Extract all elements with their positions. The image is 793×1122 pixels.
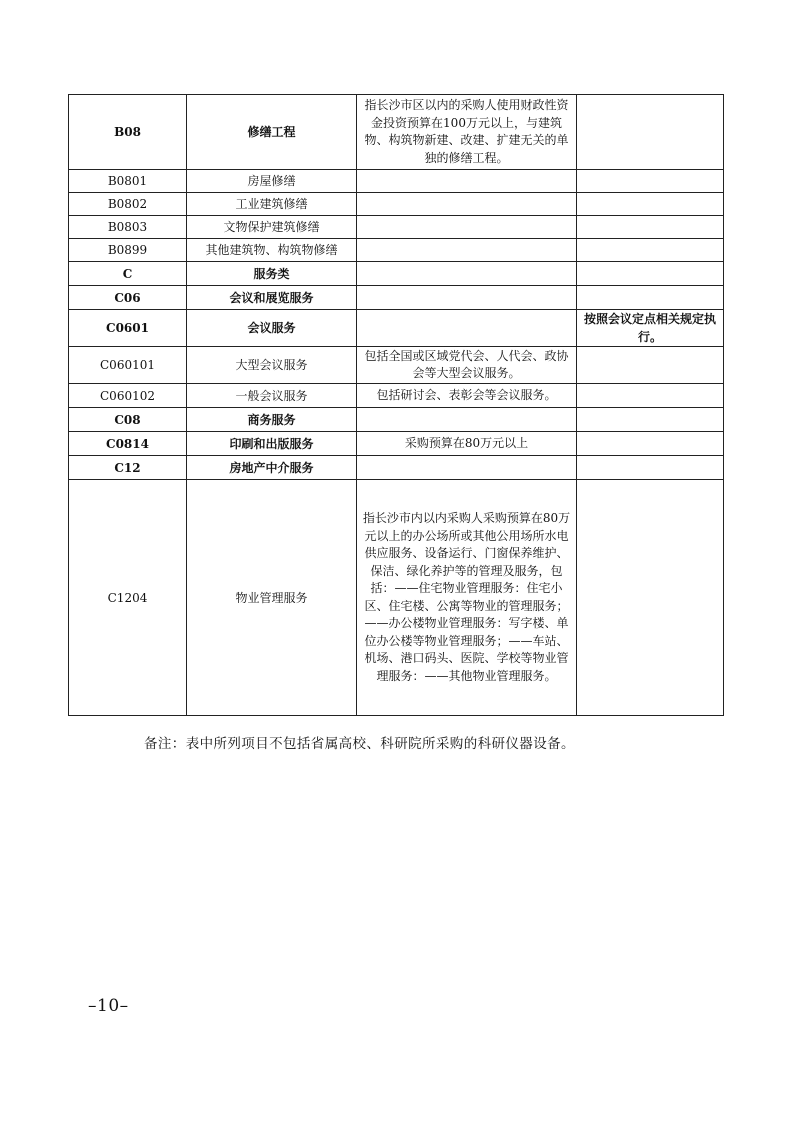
- item-description: [357, 408, 577, 432]
- item-remark: [577, 193, 724, 216]
- item-code: B0899: [69, 239, 187, 262]
- table-row: [69, 408, 724, 432]
- item-name: 印刷和出版服务: [187, 432, 357, 456]
- table-row: [69, 239, 724, 262]
- procurement-catalog-table-wrapper: [68, 94, 723, 716]
- item-description: 指长沙市内以内采购人采购预算在80万元以上的办公场所或其他公用场所水电供应服务、设备运行、门窗保养维护、保洁、绿化养护等的管理及服务，包括：——住宅物业管理服务：住宅小区、住宅楼、公寓等物业的管理服务；——办公楼物业管理服务：写字楼、单位办公楼等物业管理服务；——车站、机场、港口码头、医院、学校等物业管理服务：——其他物业管理服务。: [357, 480, 577, 716]
- item-description: 包括全国或区域党代会、人代会、政协会等大型会议服务。: [357, 347, 577, 384]
- item-name: 大型会议服务: [187, 347, 357, 384]
- item-remark: [577, 262, 724, 286]
- table-row: [69, 384, 724, 408]
- item-code: C060102: [69, 384, 187, 408]
- item-remark: [577, 95, 724, 170]
- item-description: [357, 216, 577, 239]
- item-remark: [577, 239, 724, 262]
- item-code: C12: [69, 456, 187, 480]
- item-description: [357, 456, 577, 480]
- item-remark: [577, 456, 724, 480]
- item-code: C0814: [69, 432, 187, 456]
- item-name: 一般会议服务: [187, 384, 357, 408]
- table-row: [69, 170, 724, 193]
- table-row: [69, 216, 724, 239]
- item-code: B08: [69, 95, 187, 170]
- item-code: C06: [69, 286, 187, 310]
- item-code: B0801: [69, 170, 187, 193]
- item-name: 修缮工程: [187, 95, 357, 170]
- item-name: 商务服务: [187, 408, 357, 432]
- item-code: C1204: [69, 480, 187, 716]
- table-row: [69, 310, 724, 347]
- page-number: –10–: [88, 996, 129, 1016]
- item-description: 包括研讨会、表彰会等会议服务。: [357, 384, 577, 408]
- item-code: B0803: [69, 216, 187, 239]
- item-code: C08: [69, 408, 187, 432]
- item-name: 服务类: [187, 262, 357, 286]
- item-remark: [577, 216, 724, 239]
- item-description: [357, 310, 577, 347]
- item-description: [357, 239, 577, 262]
- item-code: C: [69, 262, 187, 286]
- item-description: [357, 170, 577, 193]
- procurement-catalog-table: [68, 94, 724, 716]
- item-name: 房地产中介服务: [187, 456, 357, 480]
- item-code: C060101: [69, 347, 187, 384]
- item-name: 房屋修缮: [187, 170, 357, 193]
- item-description: [357, 262, 577, 286]
- item-description: 采购预算在80万元以上: [357, 432, 577, 456]
- item-name: 物业管理服务: [187, 480, 357, 716]
- item-name: 其他建筑物、构筑物修缮: [187, 239, 357, 262]
- table-row: [69, 456, 724, 480]
- item-remark: [577, 347, 724, 384]
- item-remark: [577, 286, 724, 310]
- item-description: 指长沙市区以内的采购人使用财政性资金投资预算在100万元以上，与建筑物、构筑物新建、改建、扩建无关的单独的修缮工程。: [357, 95, 577, 170]
- table-row: [69, 286, 724, 310]
- table-row: [69, 262, 724, 286]
- item-remark: [577, 480, 724, 716]
- item-remark: [577, 408, 724, 432]
- item-description: [357, 286, 577, 310]
- table-row: [69, 480, 724, 716]
- item-code: C0601: [69, 310, 187, 347]
- table-footnote: 备注：表中所列项目不包括省属高校、科研院所采购的科研仪器设备。: [144, 736, 575, 752]
- item-remark: [577, 432, 724, 456]
- item-name: 会议服务: [187, 310, 357, 347]
- item-code: B0802: [69, 193, 187, 216]
- item-name: 文物保护建筑修缮: [187, 216, 357, 239]
- item-remark: [577, 170, 724, 193]
- table-row: [69, 347, 724, 384]
- table-row: [69, 432, 724, 456]
- table-row: [69, 95, 724, 170]
- item-description: [357, 193, 577, 216]
- item-remark: [577, 384, 724, 408]
- item-name: 会议和展览服务: [187, 286, 357, 310]
- table-row: [69, 193, 724, 216]
- item-remark: 按照会议定点相关规定执行。: [577, 310, 724, 347]
- item-name: 工业建筑修缮: [187, 193, 357, 216]
